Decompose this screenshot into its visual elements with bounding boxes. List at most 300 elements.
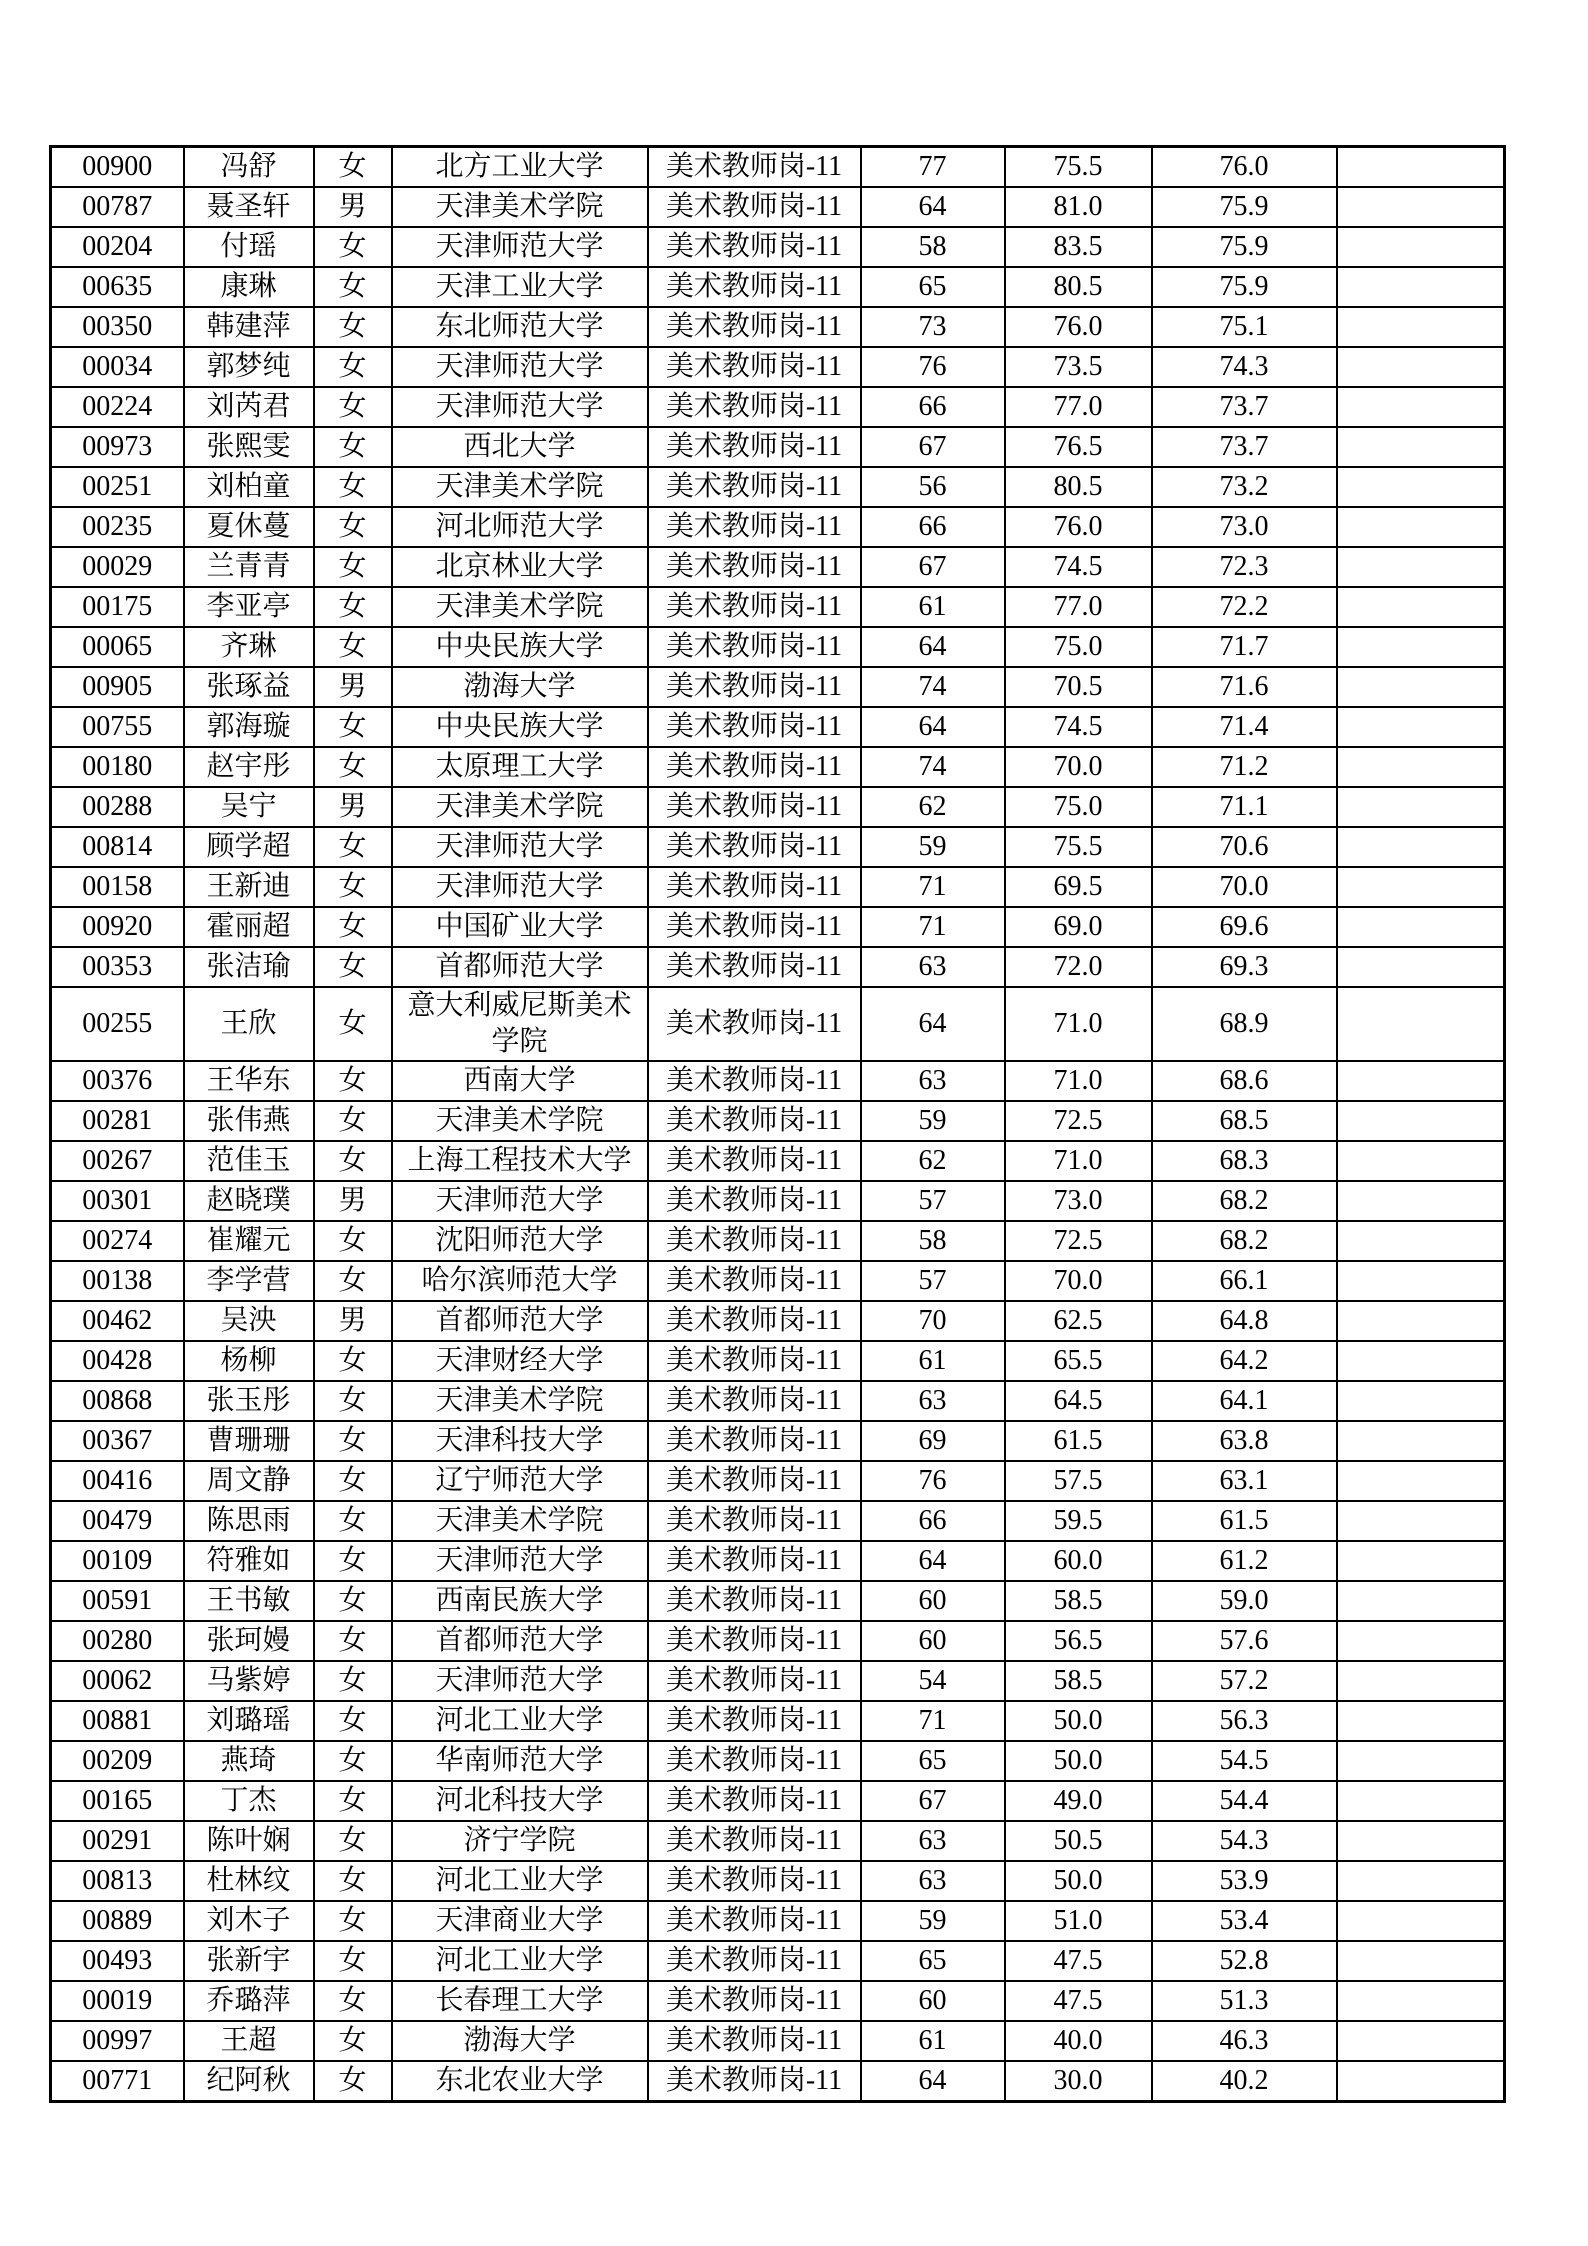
cell-name: 聂圣轩 — [184, 187, 314, 227]
cell-total: 53.4 — [1152, 1901, 1337, 1941]
cell-post: 美术教师岗-11 — [648, 1141, 861, 1181]
cell-name: 燕琦 — [184, 1741, 314, 1781]
cell-total: 66.1 — [1152, 1261, 1337, 1301]
cell-total: 51.3 — [1152, 1981, 1337, 2021]
cell-note — [1337, 387, 1505, 427]
cell-school: 东北农业大学 — [392, 2061, 648, 2102]
cell-school: 长春理工大学 — [392, 1981, 648, 2021]
cell-id: 00280 — [51, 1621, 184, 1661]
cell-interview: 70.0 — [1005, 1261, 1152, 1301]
cell-interview: 74.5 — [1005, 707, 1152, 747]
cell-total: 68.6 — [1152, 1061, 1337, 1101]
cell-name: 郭海璇 — [184, 707, 314, 747]
table-row — [51, 467, 1505, 507]
cell-interview: 59.5 — [1005, 1501, 1152, 1541]
cell-note — [1337, 1461, 1505, 1501]
cell-written: 67 — [861, 547, 1005, 587]
cell-school: 意大利威尼斯美术学院 — [392, 987, 648, 1061]
cell-name: 王欣 — [184, 987, 314, 1061]
cell-note — [1337, 227, 1505, 267]
cell-school: 北方工业大学 — [392, 147, 648, 188]
cell-total: 71.2 — [1152, 747, 1337, 787]
cell-written: 76 — [861, 347, 1005, 387]
cell-interview: 75.5 — [1005, 827, 1152, 867]
cell-post: 美术教师岗-11 — [648, 2061, 861, 2102]
cell-written: 61 — [861, 1341, 1005, 1381]
cell-interview: 77.0 — [1005, 587, 1152, 627]
cell-id: 00814 — [51, 827, 184, 867]
cell-interview: 58.5 — [1005, 1581, 1152, 1621]
cell-school: 辽宁师范大学 — [392, 1461, 648, 1501]
table-row — [51, 267, 1505, 307]
cell-interview: 50.5 — [1005, 1821, 1152, 1861]
table-row — [51, 587, 1505, 627]
cell-id: 00353 — [51, 947, 184, 987]
cell-id: 00019 — [51, 1981, 184, 2021]
cell-post: 美术教师岗-11 — [648, 707, 861, 747]
cell-note — [1337, 627, 1505, 667]
cell-interview: 72.5 — [1005, 1221, 1152, 1261]
cell-gender: 女 — [314, 1621, 392, 1661]
cell-interview: 64.5 — [1005, 1381, 1152, 1421]
cell-gender: 女 — [314, 1741, 392, 1781]
cell-written: 65 — [861, 1741, 1005, 1781]
cell-interview: 72.5 — [1005, 1101, 1152, 1141]
cell-written: 67 — [861, 427, 1005, 467]
cell-interview: 50.0 — [1005, 1741, 1152, 1781]
cell-id: 00180 — [51, 747, 184, 787]
cell-school: 天津科技大学 — [392, 1421, 648, 1461]
cell-id: 00224 — [51, 387, 184, 427]
cell-interview: 62.5 — [1005, 1301, 1152, 1341]
cell-gender: 女 — [314, 1341, 392, 1381]
cell-id: 00235 — [51, 507, 184, 547]
cell-note — [1337, 1581, 1505, 1621]
cell-interview: 75.5 — [1005, 147, 1152, 188]
cell-name: 陈叶娴 — [184, 1821, 314, 1861]
cell-total: 68.3 — [1152, 1141, 1337, 1181]
table-row — [51, 1741, 1505, 1781]
cell-id: 00301 — [51, 1181, 184, 1221]
cell-post: 美术教师岗-11 — [648, 1101, 861, 1141]
cell-id: 00251 — [51, 467, 184, 507]
cell-total: 57.2 — [1152, 1661, 1337, 1701]
cell-note — [1337, 1181, 1505, 1221]
cell-interview: 76.0 — [1005, 307, 1152, 347]
cell-school: 西南大学 — [392, 1061, 648, 1101]
cell-post: 美术教师岗-11 — [648, 867, 861, 907]
cell-school: 哈尔滨师范大学 — [392, 1261, 648, 1301]
cell-note — [1337, 547, 1505, 587]
cell-total: 75.9 — [1152, 267, 1337, 307]
table-row — [51, 1981, 1505, 2021]
cell-id: 00920 — [51, 907, 184, 947]
cell-gender: 女 — [314, 1781, 392, 1821]
cell-note — [1337, 787, 1505, 827]
cell-name: 符雅如 — [184, 1541, 314, 1581]
cell-school: 中国矿业大学 — [392, 907, 648, 947]
cell-written: 61 — [861, 2021, 1005, 2061]
cell-note — [1337, 707, 1505, 747]
cell-written: 69 — [861, 1421, 1005, 1461]
cell-written: 73 — [861, 307, 1005, 347]
cell-written: 59 — [861, 1101, 1005, 1141]
table-row — [51, 187, 1505, 227]
cell-total: 73.7 — [1152, 387, 1337, 427]
cell-written: 64 — [861, 2061, 1005, 2102]
cell-interview: 50.0 — [1005, 1861, 1152, 1901]
cell-name: 李亚亭 — [184, 587, 314, 627]
cell-gender: 女 — [314, 1941, 392, 1981]
cell-id: 00428 — [51, 1341, 184, 1381]
cell-gender: 男 — [314, 1301, 392, 1341]
cell-post: 美术教师岗-11 — [648, 827, 861, 867]
cell-id: 00281 — [51, 1101, 184, 1141]
cell-gender: 女 — [314, 1141, 392, 1181]
cell-id: 00062 — [51, 1661, 184, 1701]
cell-post: 美术教师岗-11 — [648, 1981, 861, 2021]
cell-note — [1337, 147, 1505, 188]
table-row — [51, 1941, 1505, 1981]
cell-gender: 女 — [314, 507, 392, 547]
cell-school: 上海工程技术大学 — [392, 1141, 648, 1181]
cell-note — [1337, 1141, 1505, 1181]
cell-post: 美术教师岗-11 — [648, 1941, 861, 1981]
cell-gender: 女 — [314, 547, 392, 587]
cell-note — [1337, 1381, 1505, 1421]
table-row — [51, 1261, 1505, 1301]
cell-id: 00591 — [51, 1581, 184, 1621]
cell-interview: 70.0 — [1005, 747, 1152, 787]
cell-note — [1337, 1661, 1505, 1701]
cell-written: 58 — [861, 227, 1005, 267]
cell-gender: 女 — [314, 347, 392, 387]
cell-name: 张珂嫚 — [184, 1621, 314, 1661]
cell-name: 马紫婷 — [184, 1661, 314, 1701]
cell-id: 00376 — [51, 1061, 184, 1101]
cell-interview: 75.0 — [1005, 787, 1152, 827]
cell-total: 54.5 — [1152, 1741, 1337, 1781]
table-row — [51, 427, 1505, 467]
cell-interview: 51.0 — [1005, 1901, 1152, 1941]
cell-post: 美术教师岗-11 — [648, 267, 861, 307]
cell-id: 00889 — [51, 1901, 184, 1941]
cell-gender: 女 — [314, 1221, 392, 1261]
cell-id: 00065 — [51, 627, 184, 667]
cell-note — [1337, 1501, 1505, 1541]
cell-total: 64.2 — [1152, 1341, 1337, 1381]
cell-gender: 女 — [314, 1861, 392, 1901]
cell-school: 天津师范大学 — [392, 1181, 648, 1221]
cell-gender: 女 — [314, 1421, 392, 1461]
cell-post: 美术教师岗-11 — [648, 1741, 861, 1781]
cell-post: 美术教师岗-11 — [648, 1901, 861, 1941]
cell-id: 00034 — [51, 347, 184, 387]
cell-post: 美术教师岗-11 — [648, 467, 861, 507]
cell-written: 60 — [861, 1981, 1005, 2021]
cell-note — [1337, 1821, 1505, 1861]
cell-gender: 男 — [314, 787, 392, 827]
cell-school: 天津商业大学 — [392, 1901, 648, 1941]
cell-school: 西南民族大学 — [392, 1581, 648, 1621]
cell-id: 00493 — [51, 1941, 184, 1981]
cell-name: 吴泱 — [184, 1301, 314, 1341]
cell-gender: 男 — [314, 1181, 392, 1221]
cell-interview: 80.5 — [1005, 467, 1152, 507]
cell-note — [1337, 507, 1505, 547]
cell-post: 美术教师岗-11 — [648, 1421, 861, 1461]
cell-school: 天津美术学院 — [392, 1101, 648, 1141]
table-row — [51, 907, 1505, 947]
cell-school: 河北工业大学 — [392, 1701, 648, 1741]
cell-post: 美术教师岗-11 — [648, 1181, 861, 1221]
cell-interview: 81.0 — [1005, 187, 1152, 227]
cell-gender: 女 — [314, 1261, 392, 1301]
cell-note — [1337, 667, 1505, 707]
cell-post: 美术教师岗-11 — [648, 1221, 861, 1261]
cell-school: 天津师范大学 — [392, 227, 648, 267]
cell-school: 北京林业大学 — [392, 547, 648, 587]
cell-note — [1337, 1701, 1505, 1741]
cell-gender: 女 — [314, 1981, 392, 2021]
table-row — [51, 347, 1505, 387]
cell-gender: 女 — [314, 467, 392, 507]
cell-total: 46.3 — [1152, 2021, 1337, 2061]
cell-interview: 70.5 — [1005, 667, 1152, 707]
cell-written: 64 — [861, 987, 1005, 1061]
cell-note — [1337, 1741, 1505, 1781]
cell-name: 赵晓璞 — [184, 1181, 314, 1221]
table-row — [51, 387, 1505, 427]
cell-interview: 73.0 — [1005, 1181, 1152, 1221]
cell-note — [1337, 867, 1505, 907]
cell-written: 63 — [861, 1861, 1005, 1901]
cell-post: 美术教师岗-11 — [648, 667, 861, 707]
cell-name: 张洁瑜 — [184, 947, 314, 987]
cell-school: 天津美术学院 — [392, 587, 648, 627]
cell-total: 64.1 — [1152, 1381, 1337, 1421]
cell-name: 张琢益 — [184, 667, 314, 707]
cell-written: 60 — [861, 1621, 1005, 1661]
cell-note — [1337, 827, 1505, 867]
cell-written: 66 — [861, 1501, 1005, 1541]
cell-school: 首都师范大学 — [392, 947, 648, 987]
cell-school: 太原理工大学 — [392, 747, 648, 787]
cell-interview: 58.5 — [1005, 1661, 1152, 1701]
cell-gender: 男 — [314, 667, 392, 707]
cell-note — [1337, 1981, 1505, 2021]
cell-id: 00109 — [51, 1541, 184, 1581]
cell-id: 00787 — [51, 187, 184, 227]
cell-written: 59 — [861, 1901, 1005, 1941]
cell-written: 64 — [861, 707, 1005, 747]
cell-interview: 71.0 — [1005, 987, 1152, 1061]
cell-total: 63.8 — [1152, 1421, 1337, 1461]
cell-gender: 女 — [314, 587, 392, 627]
cell-gender: 女 — [314, 267, 392, 307]
cell-name: 丁杰 — [184, 1781, 314, 1821]
cell-school: 天津美术学院 — [392, 1501, 648, 1541]
cell-written: 60 — [861, 1581, 1005, 1621]
cell-gender: 女 — [314, 627, 392, 667]
cell-id: 00868 — [51, 1381, 184, 1421]
cell-note — [1337, 1861, 1505, 1901]
cell-name: 霍丽超 — [184, 907, 314, 947]
cell-school: 天津师范大学 — [392, 1541, 648, 1581]
cell-note — [1337, 1941, 1505, 1981]
cell-post: 美术教师岗-11 — [648, 1341, 861, 1381]
cell-post: 美术教师岗-11 — [648, 387, 861, 427]
cell-gender: 女 — [314, 2061, 392, 2102]
cell-interview: 83.5 — [1005, 227, 1152, 267]
cell-name: 张新宇 — [184, 1941, 314, 1981]
table-row — [51, 1661, 1505, 1701]
cell-post: 美术教师岗-11 — [648, 1301, 861, 1341]
table-row — [51, 1101, 1505, 1141]
table-row — [51, 1181, 1505, 1221]
cell-name: 纪阿秋 — [184, 2061, 314, 2102]
cell-id: 00274 — [51, 1221, 184, 1261]
cell-gender: 女 — [314, 867, 392, 907]
cell-written: 64 — [861, 1541, 1005, 1581]
cell-written: 71 — [861, 907, 1005, 947]
cell-written: 57 — [861, 1261, 1005, 1301]
cell-id: 00209 — [51, 1741, 184, 1781]
cell-post: 美术教师岗-11 — [648, 1501, 861, 1541]
cell-post: 美术教师岗-11 — [648, 1621, 861, 1661]
table-row — [51, 1621, 1505, 1661]
cell-school: 济宁学院 — [392, 1821, 648, 1861]
cell-gender: 女 — [314, 1701, 392, 1741]
cell-total: 73.2 — [1152, 467, 1337, 507]
cell-written: 67 — [861, 1781, 1005, 1821]
cell-interview: 56.5 — [1005, 1621, 1152, 1661]
cell-school: 天津工业大学 — [392, 267, 648, 307]
cell-written: 61 — [861, 587, 1005, 627]
cell-id: 00350 — [51, 307, 184, 347]
cell-post: 美术教师岗-11 — [648, 1261, 861, 1301]
cell-id: 00138 — [51, 1261, 184, 1301]
cell-post: 美术教师岗-11 — [648, 347, 861, 387]
score-table — [49, 145, 1506, 2103]
cell-name: 崔耀元 — [184, 1221, 314, 1261]
cell-interview: 69.5 — [1005, 867, 1152, 907]
cell-school: 天津美术学院 — [392, 1381, 648, 1421]
cell-school: 天津师范大学 — [392, 1661, 648, 1701]
cell-id: 00635 — [51, 267, 184, 307]
cell-note — [1337, 1261, 1505, 1301]
table-row — [51, 147, 1505, 188]
cell-written: 70 — [861, 1301, 1005, 1341]
cell-note — [1337, 1621, 1505, 1661]
cell-post: 美术教师岗-11 — [648, 1701, 861, 1741]
cell-interview: 49.0 — [1005, 1781, 1152, 1821]
cell-written: 63 — [861, 1061, 1005, 1101]
cell-note — [1337, 307, 1505, 347]
cell-interview: 65.5 — [1005, 1341, 1152, 1381]
cell-written: 66 — [861, 507, 1005, 547]
cell-note — [1337, 1421, 1505, 1461]
score-table-body — [51, 147, 1505, 2102]
cell-interview: 61.5 — [1005, 1421, 1152, 1461]
cell-id: 00255 — [51, 987, 184, 1061]
cell-id: 00755 — [51, 707, 184, 747]
cell-total: 68.5 — [1152, 1101, 1337, 1141]
cell-gender: 女 — [314, 1461, 392, 1501]
cell-note — [1337, 1061, 1505, 1101]
cell-total: 71.1 — [1152, 787, 1337, 827]
table-row — [51, 1821, 1505, 1861]
cell-post: 美术教师岗-11 — [648, 427, 861, 467]
cell-total: 72.2 — [1152, 587, 1337, 627]
cell-written: 59 — [861, 827, 1005, 867]
cell-note — [1337, 587, 1505, 627]
table-row — [51, 1501, 1505, 1541]
cell-interview: 76.5 — [1005, 427, 1152, 467]
cell-school: 天津师范大学 — [392, 827, 648, 867]
table-row — [51, 867, 1505, 907]
cell-interview: 69.0 — [1005, 907, 1152, 947]
cell-id: 00813 — [51, 1861, 184, 1901]
cell-total: 54.3 — [1152, 1821, 1337, 1861]
cell-name: 冯舒 — [184, 147, 314, 188]
cell-id: 00900 — [51, 147, 184, 188]
cell-written: 62 — [861, 787, 1005, 827]
table-row — [51, 2061, 1505, 2102]
cell-name: 付瑶 — [184, 227, 314, 267]
cell-name: 郭梦纯 — [184, 347, 314, 387]
cell-interview: 47.5 — [1005, 1941, 1152, 1981]
cell-total: 72.3 — [1152, 547, 1337, 587]
cell-post: 美术教师岗-11 — [648, 1581, 861, 1621]
cell-name: 韩建萍 — [184, 307, 314, 347]
cell-written: 66 — [861, 387, 1005, 427]
cell-total: 61.2 — [1152, 1541, 1337, 1581]
cell-gender: 女 — [314, 907, 392, 947]
cell-name: 王超 — [184, 2021, 314, 2061]
cell-written: 77 — [861, 147, 1005, 188]
cell-written: 74 — [861, 667, 1005, 707]
cell-post: 美术教师岗-11 — [648, 787, 861, 827]
cell-post: 美术教师岗-11 — [648, 747, 861, 787]
cell-total: 69.6 — [1152, 907, 1337, 947]
cell-school: 中央民族大学 — [392, 627, 648, 667]
cell-name: 吴宁 — [184, 787, 314, 827]
cell-gender: 女 — [314, 1661, 392, 1701]
cell-interview: 75.0 — [1005, 627, 1152, 667]
cell-gender: 女 — [314, 2021, 392, 2061]
cell-id: 00905 — [51, 667, 184, 707]
cell-total: 74.3 — [1152, 347, 1337, 387]
table-row — [51, 1581, 1505, 1621]
cell-id: 00416 — [51, 1461, 184, 1501]
table-row — [51, 1421, 1505, 1461]
cell-total: 40.2 — [1152, 2061, 1337, 2102]
cell-note — [1337, 267, 1505, 307]
cell-id: 00462 — [51, 1301, 184, 1341]
cell-total: 68.9 — [1152, 987, 1337, 1061]
cell-note — [1337, 467, 1505, 507]
cell-school: 沈阳师范大学 — [392, 1221, 648, 1261]
cell-name: 张玉彤 — [184, 1381, 314, 1421]
table-row — [51, 2021, 1505, 2061]
cell-total: 54.4 — [1152, 1781, 1337, 1821]
cell-school: 渤海大学 — [392, 2021, 648, 2061]
cell-note — [1337, 1341, 1505, 1381]
cell-total: 69.3 — [1152, 947, 1337, 987]
cell-id: 00479 — [51, 1501, 184, 1541]
table-row — [51, 1861, 1505, 1901]
